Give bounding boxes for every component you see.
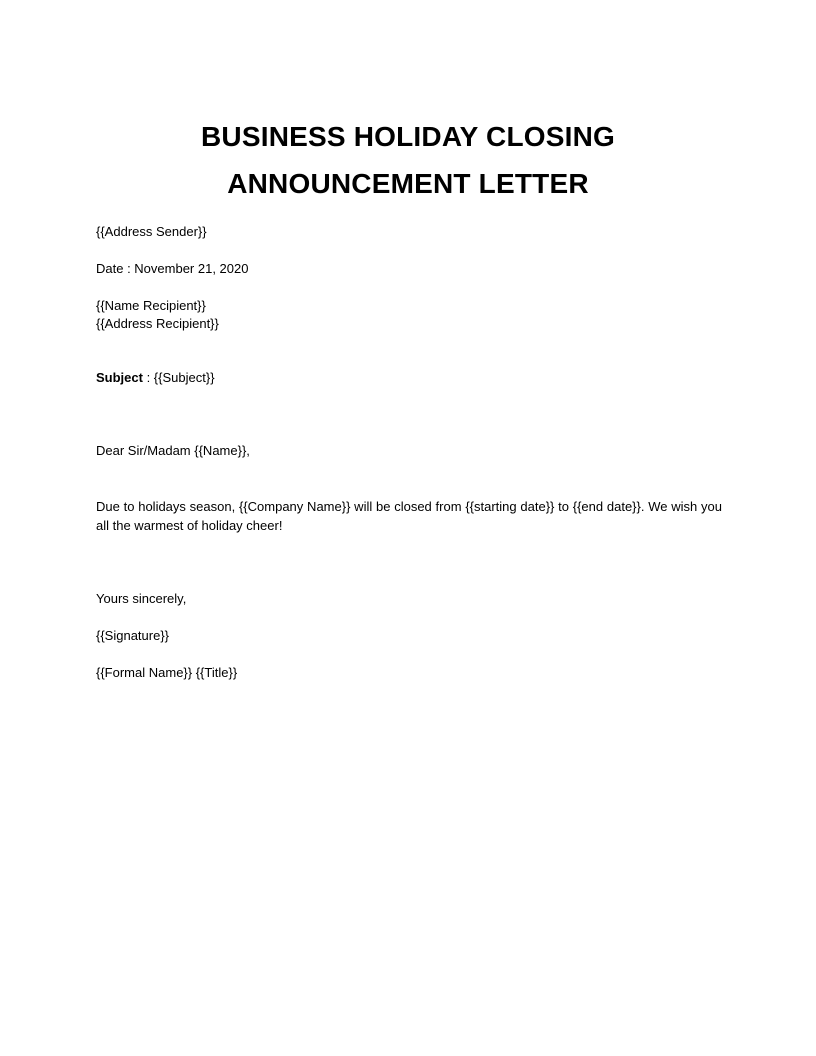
title-line-2: ANNOUNCEMENT LETTER [227, 168, 589, 199]
document-title [96, 113, 720, 207]
formal-name-title: {{Formal Name}} {{Title}} [96, 665, 238, 680]
body-paragraph: Due to holidays season, {{Company Name}} will be closed from {{starting date}} to {{end date}}. We wish you all the warmest of holiday cheer! [96, 499, 722, 533]
signature: {{Signature}} [96, 628, 170, 643]
letter-date: Date : November 21, 2020 [96, 261, 249, 276]
salutation: Dear Sir/Madam {{Name}}, [96, 443, 250, 458]
closing: Yours sincerely, [96, 591, 187, 606]
sender-address: {{Address Sender}} [96, 224, 207, 239]
subject-line [96, 369, 215, 387]
subject-value: : {{Subject}} [142, 370, 215, 385]
recipient-name: {{Name Recipient}} [96, 298, 206, 313]
recipient-address: {{Address Recipient}} [96, 316, 219, 331]
subject-label: Subject [96, 370, 143, 385]
title-line-1: BUSINESS HOLIDAY CLOSING [201, 121, 615, 152]
